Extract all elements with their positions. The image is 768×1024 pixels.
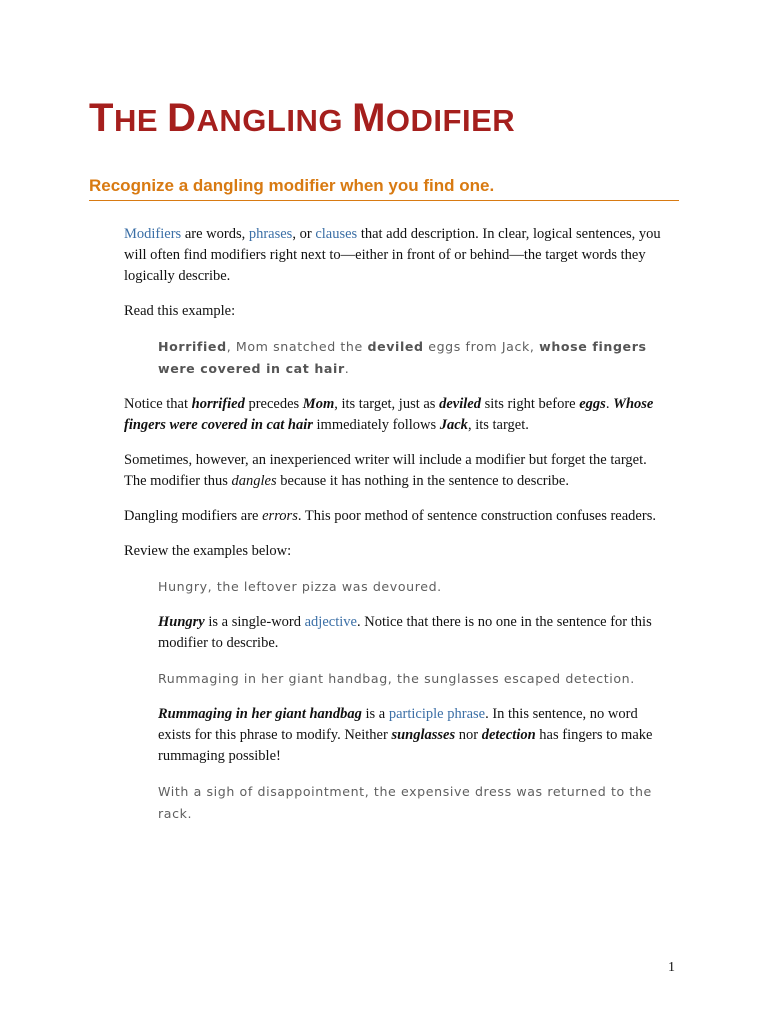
example-sentence-4: With a sigh of disappointment, the expensive dress was returned to the rack.: [158, 784, 652, 821]
review-paragraph: Review the examples below:: [124, 543, 292, 559]
modifiers-link[interactable]: Modifiers: [124, 226, 182, 242]
read-example-paragraph: Read this example:: [124, 303, 236, 319]
rummaging-explanation: Rummaging in her giant handbag is a participle phrase. In this sentence, no word exists for this phrase to modify. Neither sunglasses nor detection has fingers to make rummaging possible!: [158, 706, 653, 764]
body-content: [124, 224, 672, 839]
page-title: THE DANGLING MODIFIER: [89, 96, 516, 140]
example-sentence-2: Hungry, the leftover pizza was devoured.: [158, 579, 442, 594]
errors-paragraph: Dangling modifiers are errors. This poor method of sentence construction confuses readers.: [124, 508, 656, 524]
phrases-link[interactable]: phrases: [248, 226, 293, 242]
section-subheading: Recognize a dangling modifier when you find one.: [89, 176, 679, 201]
page-number: 1: [668, 960, 675, 975]
adjective-link[interactable]: adjective: [304, 614, 357, 630]
notice-paragraph: Notice that horrified precedes Mom, its target, just as deviled sits right before eggs. Whose fingers were covered in cat hair immediately follows Jack, its target.: [124, 396, 654, 433]
dangles-paragraph: Sometimes, however, an inexperienced writer will include a modifier but forget the target. The modifier thus dangles because it has nothing in the sentence to describe.: [124, 452, 647, 489]
example-sentence-3: Rummaging in her giant handbag, the sunglasses escaped detection.: [158, 671, 635, 686]
example-sentence-1: Horrified, Mom snatched the deviled eggs from Jack, whose fingers were covered in cat hair.: [158, 339, 647, 376]
participle-phrase-link[interactable]: participle phrase: [388, 706, 486, 722]
hungry-explanation: Hungry is a single-word adjective. Notice that there is no one in the sentence for this modifier to describe.: [158, 614, 652, 651]
clauses-link[interactable]: clauses: [315, 226, 358, 242]
intro-paragraph: Modifiers are words, phrases, or clauses that add description. In clear, logical sentences, you will often find modifiers right next to—either in front of or behind—the target words they logically describe.: [124, 226, 661, 284]
